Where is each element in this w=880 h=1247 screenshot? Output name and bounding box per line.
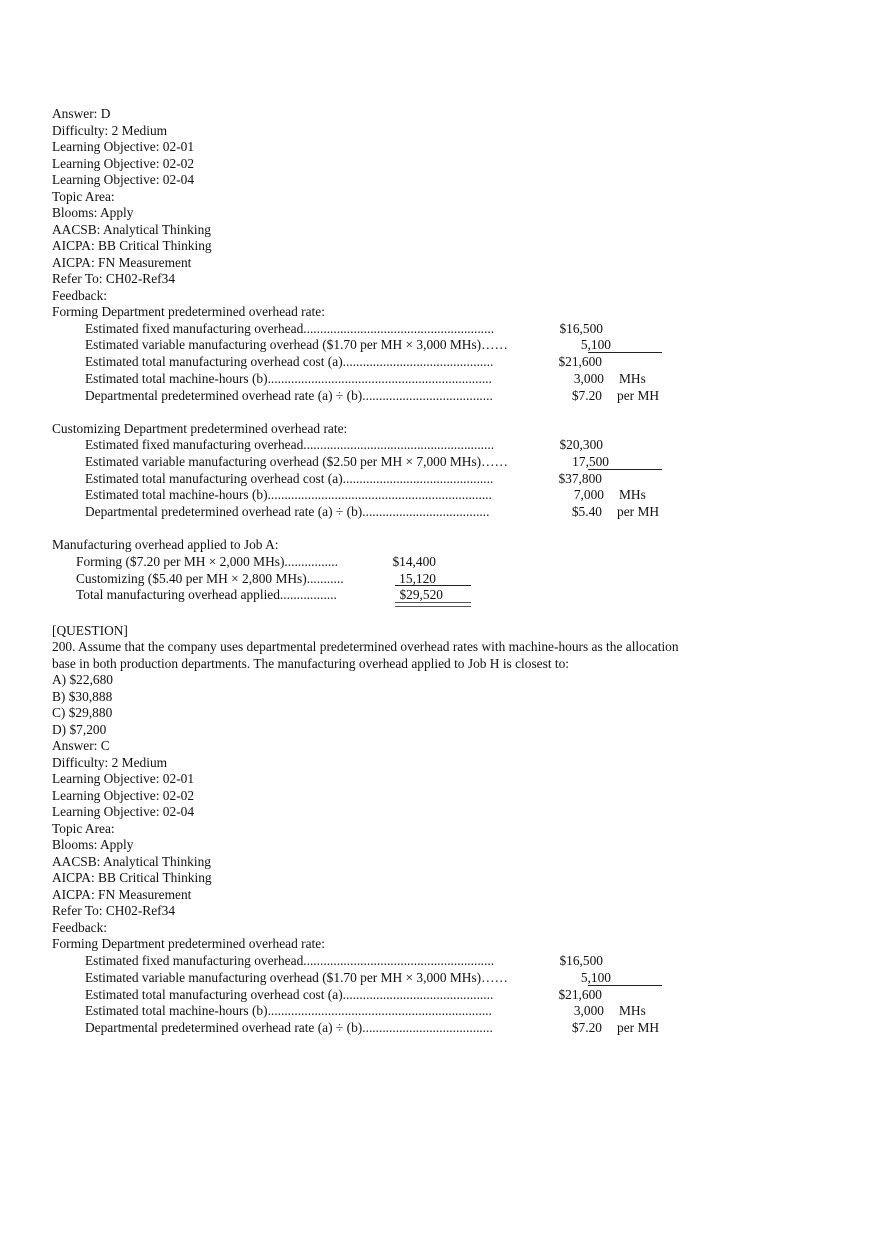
meta-blooms: Blooms: Apply <box>52 837 134 852</box>
meta-answer: Answer: C <box>52 738 110 753</box>
meta-feedback: Feedback: <box>52 919 108 935</box>
meta-objective: Learning Objective: 02-01 <box>52 771 195 786</box>
row-label: Estimated fixed manufacturing overhead......................................................... <box>85 952 495 968</box>
row-value: $29,520 <box>399 587 443 602</box>
section-heading: Customizing Department predetermined overhead rate: <box>52 420 348 436</box>
row-value: 7,000 <box>573 487 604 502</box>
meta-refer: Refer To: CH02-Ref34 <box>52 271 176 286</box>
meta-objective: Learning Objective: 02-01 <box>52 139 195 154</box>
row-unit: MHs <box>619 1003 646 1018</box>
meta-objective: Learning Objective: 02-04 <box>52 172 195 187</box>
answer-option: D) $7,200 <box>52 721 107 737</box>
row-label: Estimated total machine-hours (b)................................................................... <box>85 1003 492 1018</box>
row-unit: per MH <box>617 504 660 519</box>
section-heading: Forming Department predetermined overhead rate: <box>52 936 325 951</box>
row-label: Departmental predetermined overhead rate (a) ÷ (b)....................................... <box>85 1020 493 1035</box>
meta-refer: Refer To: CH02-Ref34 <box>52 903 176 918</box>
row-label: Customizing ($5.40 per MH × 2,800 MHs)........... <box>76 570 344 586</box>
meta-feedback: Feedback: <box>52 287 108 303</box>
meta-difficulty: Difficulty: 2 Medium <box>52 754 168 770</box>
question-text: 200. Assume that the company uses departmental predetermined overhead rates with machine-hours as the allocation <box>52 639 679 654</box>
underline <box>588 469 662 470</box>
row-value: $21,600 <box>558 986 602 1002</box>
answer-option: A) $22,680 <box>52 672 113 687</box>
row-unit: per MH <box>617 387 660 403</box>
answer-option: B) $30,888 <box>52 688 113 704</box>
row-label: Estimated total manufacturing overhead cost (a)............................................. <box>85 354 494 369</box>
row-label: Estimated variable manufacturing overhead ($1.70 per MH × 3,000 MHs)…… <box>85 337 508 352</box>
meta-aacsb: AACSB: Analytical Thinking <box>52 853 211 869</box>
meta-aicpa: AICPA: FN Measurement <box>52 886 192 902</box>
row-value: 5,100 <box>580 969 611 985</box>
meta-aacsb: AACSB: Analytical Thinking <box>52 221 211 237</box>
row-value: 3,000 <box>573 1003 604 1018</box>
row-unit: MHs <box>619 487 646 502</box>
row-value: $21,600 <box>558 354 602 369</box>
row-value: $20,300 <box>559 437 603 452</box>
row-label: Total manufacturing overhead applied................. <box>76 587 337 602</box>
meta-blooms: Blooms: Apply <box>52 205 134 220</box>
row-value: $16,500 <box>559 320 603 336</box>
meta-objective: Learning Objective: 02-02 <box>52 787 195 803</box>
meta-topic: Topic Area: <box>52 188 115 204</box>
row-label: Estimated fixed manufacturing overhead......................................................... <box>85 320 495 336</box>
row-value: $7.20 <box>571 387 602 403</box>
row-label: Estimated variable manufacturing overhead ($1.70 per MH × 3,000 MHs)…… <box>85 969 508 985</box>
double-underline <box>395 602 471 607</box>
row-value: $37,800 <box>558 470 602 486</box>
row-label: Estimated variable manufacturing overhead ($2.50 per MH × 7,000 MHs)…… <box>85 454 508 469</box>
section-heading: Forming Department predetermined overhead rate: <box>52 304 325 319</box>
meta-aicpa: AICPA: BB Critical Thinking <box>52 238 212 253</box>
underline <box>588 985 662 986</box>
meta-topic: Topic Area: <box>52 820 115 836</box>
row-label: Departmental predetermined overhead rate (a) ÷ (b)....................................... <box>85 387 493 403</box>
meta-objective: Learning Objective: 02-04 <box>52 804 195 819</box>
row-value: 17,500 <box>572 454 609 469</box>
row-unit: per MH <box>617 1020 660 1035</box>
underline <box>395 585 471 586</box>
row-label: Estimated fixed manufacturing overhead......................................................... <box>85 437 495 452</box>
row-value: $5.40 <box>571 504 602 519</box>
row-label: Estimated total machine-hours (b)................................................................... <box>85 370 492 386</box>
row-value: 3,000 <box>573 370 604 386</box>
section-heading: Manufacturing overhead applied to Job A: <box>52 537 279 552</box>
underline <box>588 352 662 353</box>
meta-aicpa: AICPA: FN Measurement <box>52 254 192 270</box>
meta-difficulty: Difficulty: 2 Medium <box>52 122 168 138</box>
row-label: Estimated total manufacturing overhead cost (a)............................................. <box>85 986 494 1002</box>
meta-objective: Learning Objective: 02-02 <box>52 155 195 171</box>
row-label: Forming ($7.20 per MH × 2,000 MHs)................ <box>76 553 338 569</box>
meta-aicpa: AICPA: BB Critical Thinking <box>52 870 212 885</box>
row-label: Departmental predetermined overhead rate (a) ÷ (b)...................................... <box>85 504 490 519</box>
answer-option: C) $29,880 <box>52 705 113 720</box>
row-value: $7.20 <box>571 1020 602 1035</box>
row-value: $14,400 <box>392 553 436 569</box>
row-label: Estimated total manufacturing overhead cost (a)............................................. <box>85 470 494 486</box>
row-value: $16,500 <box>559 952 603 968</box>
question-text: base in both production departments. The manufacturing overhead applied to Job H is closest to: <box>52 655 570 671</box>
meta-answer: Answer: D <box>52 106 111 121</box>
row-unit: MHs <box>619 370 646 386</box>
row-label: Estimated total machine-hours (b)................................................................... <box>85 487 492 502</box>
row-value: 5,100 <box>580 337 611 352</box>
row-value: 15,120 <box>399 570 436 586</box>
question-tag: [QUESTION] <box>52 622 128 638</box>
